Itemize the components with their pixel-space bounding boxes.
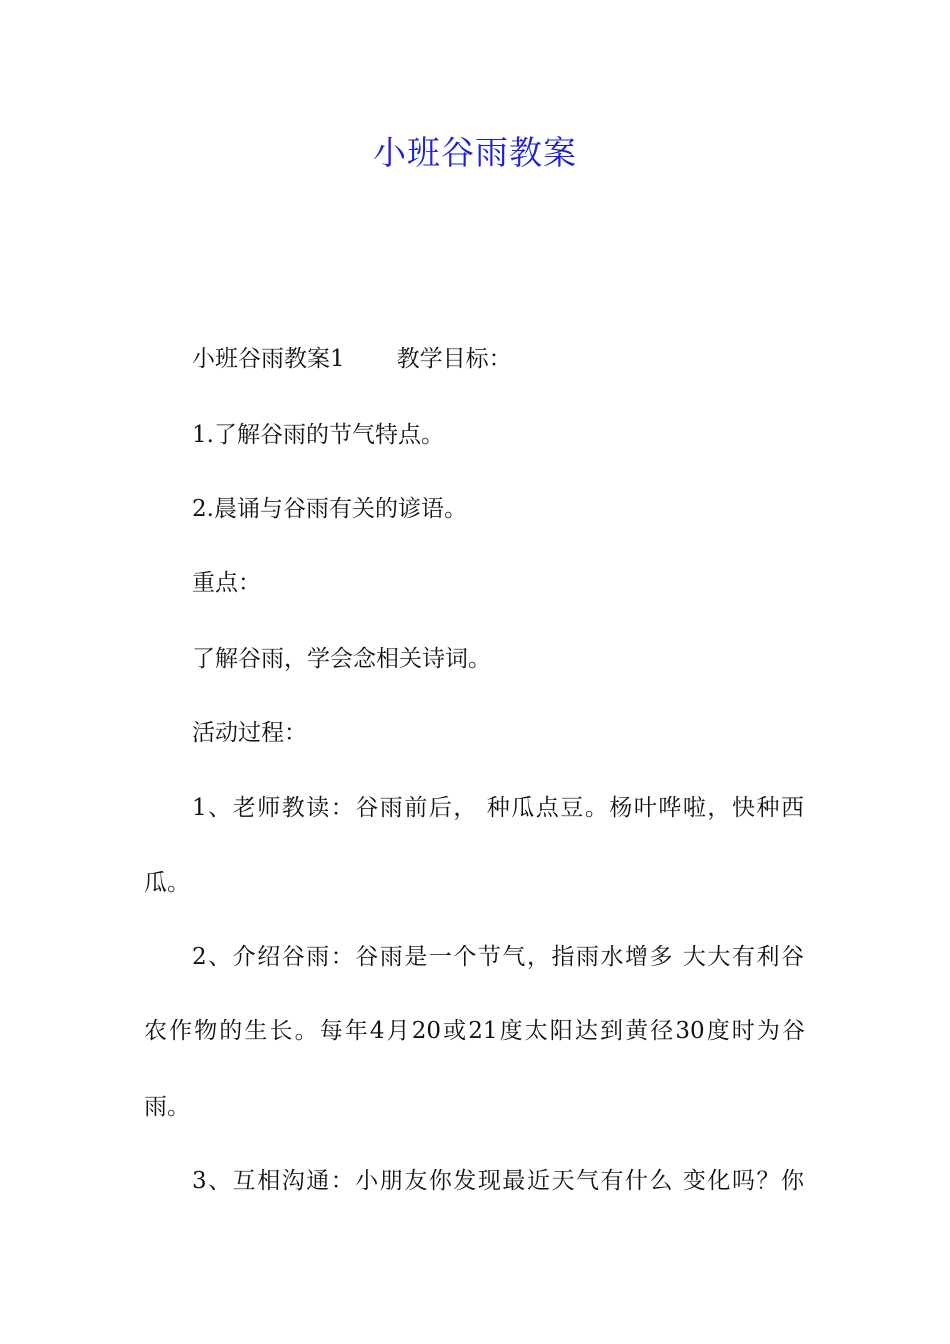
process-heading: 活动过程： bbox=[192, 720, 307, 746]
goal-2-line: 2.晨诵与谷雨有关的谚语。 bbox=[192, 496, 467, 522]
step-2-line-2: 农作物的生长。每年4月20或21度太阳达到黄径30度时为谷 bbox=[144, 1018, 805, 1044]
teaching-goals-label: 教学目标： bbox=[396, 346, 512, 372]
step-2-line-3: 雨。 bbox=[144, 1094, 190, 1120]
key-points-line: 了解谷雨，学会念相关诗词。 bbox=[192, 646, 491, 672]
heading-line bbox=[192, 343, 512, 375]
goal-1-line: 1.了解谷雨的节气特点。 bbox=[192, 422, 444, 448]
document-title: 小班谷雨教案 bbox=[373, 133, 577, 172]
step-3-line-1: 3、互相沟通：小朋友你发现最近天气有什么 变化吗？你 bbox=[192, 1168, 804, 1194]
step-1-line-2: 瓜。 bbox=[144, 870, 190, 896]
lesson-plan-label: 小班谷雨教案1 bbox=[192, 346, 345, 372]
key-points-heading: 重点： bbox=[192, 570, 261, 596]
step-1-line-1: 1、老师教读：谷雨前后， 种瓜点豆。杨叶哗啦，快种西 bbox=[192, 795, 804, 821]
step-2-line-1: 2、介绍谷雨：谷雨是一个节气，指雨水增多 大大有利谷 bbox=[192, 944, 804, 970]
